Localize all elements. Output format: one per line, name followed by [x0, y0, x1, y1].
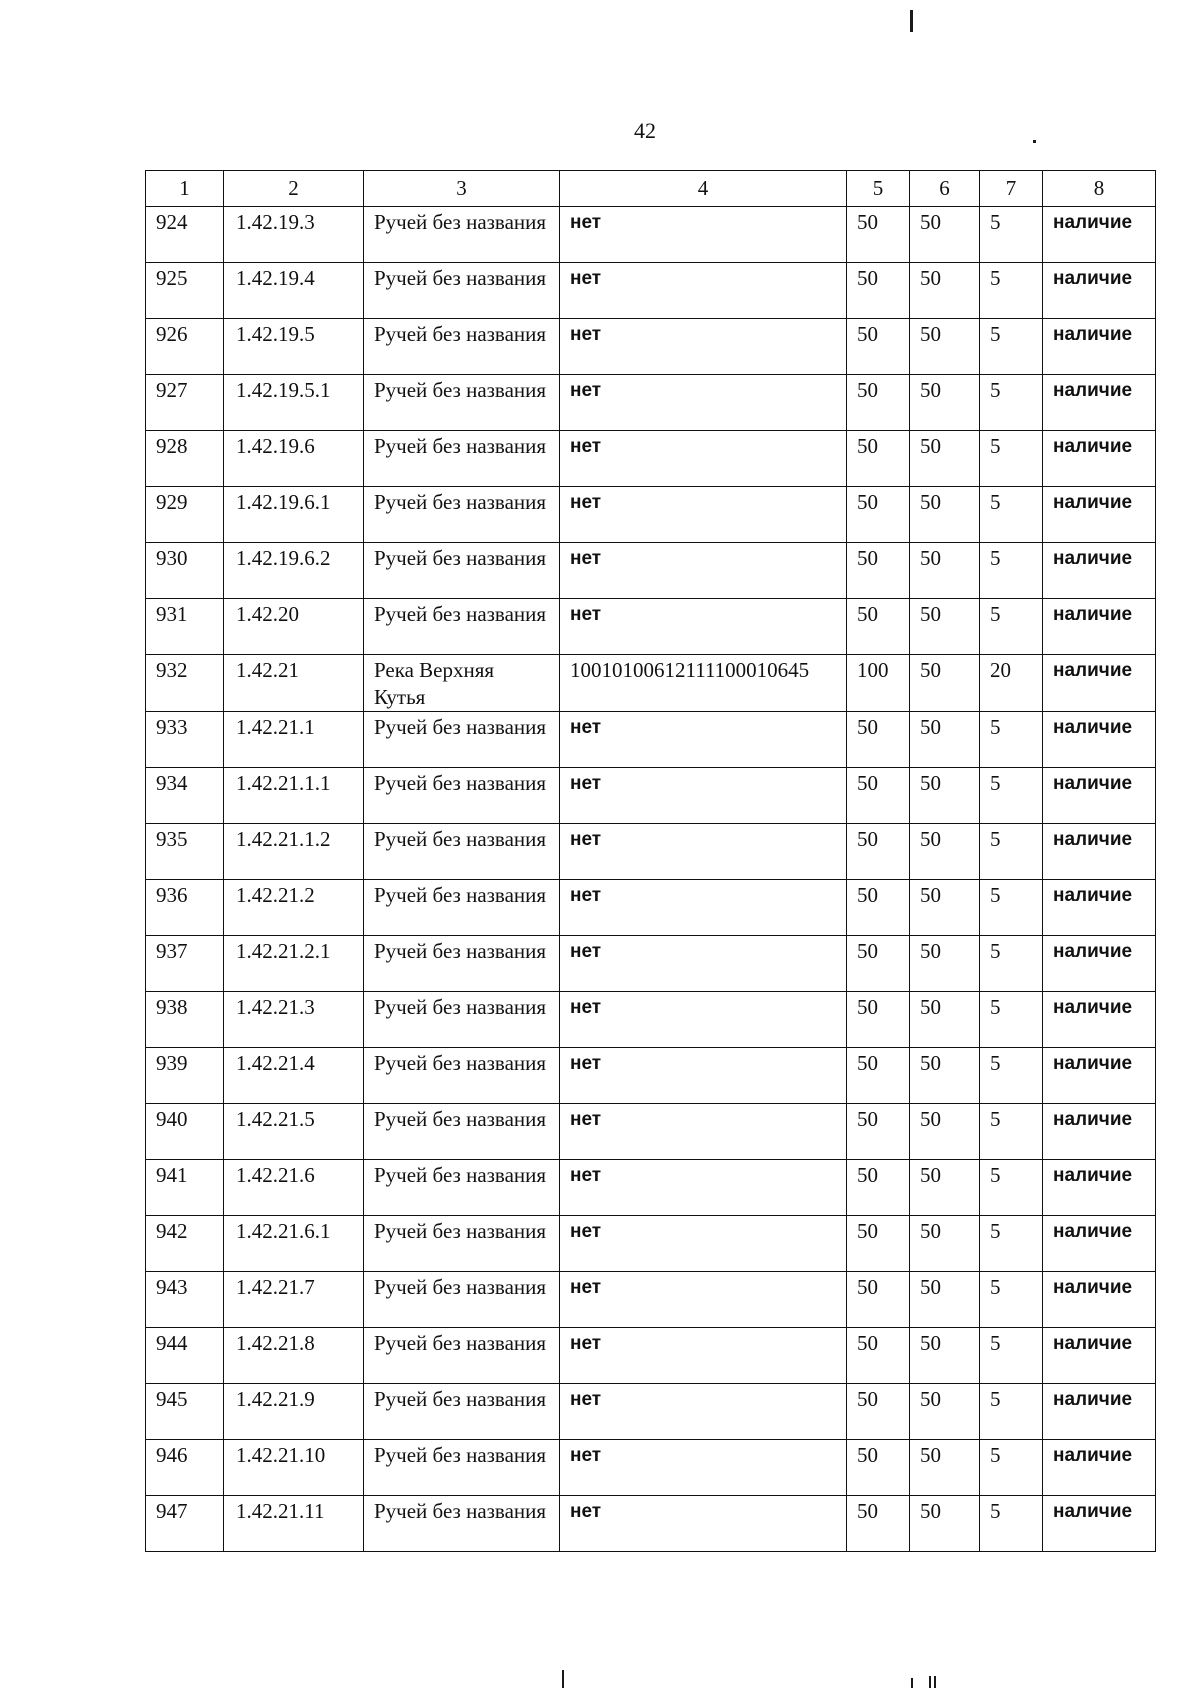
registry-code-cell: нет: [560, 487, 847, 543]
code-cell: 1.42.21.9: [224, 1384, 364, 1440]
table-row: [146, 207, 1156, 263]
row-number-cell: 939: [146, 1048, 224, 1104]
object-name-cell: Река Верхняя Кутья: [364, 655, 560, 712]
object-name-cell: Ручей без названия: [364, 1328, 560, 1384]
row-number-cell: 928: [146, 431, 224, 487]
table-row: [146, 1160, 1156, 1216]
code-cell: 1.42.20: [224, 599, 364, 655]
registry-code-cell: нет: [560, 263, 847, 319]
column-header-5: 5: [847, 171, 910, 207]
value-cell-5: 50: [847, 712, 910, 768]
value-cell-7: 5: [980, 1384, 1043, 1440]
status-cell: наличие: [1043, 1048, 1156, 1104]
table-row: [146, 543, 1156, 599]
value-cell-7: 5: [980, 1440, 1043, 1496]
row-number-cell: 924: [146, 207, 224, 263]
registry-code-cell: нет: [560, 207, 847, 263]
code-cell: 1.42.21.6.1: [224, 1216, 364, 1272]
value-cell-7: 5: [980, 543, 1043, 599]
value-cell-6: 50: [910, 768, 980, 824]
value-cell-6: 50: [910, 992, 980, 1048]
value-cell-7: 5: [980, 1496, 1043, 1552]
object-name-cell: Ручей без названия: [364, 263, 560, 319]
status-cell: наличие: [1043, 487, 1156, 543]
row-number-cell: 929: [146, 487, 224, 543]
value-cell-6: 50: [910, 1328, 980, 1384]
value-cell-6: 50: [910, 712, 980, 768]
value-cell-7: 20: [980, 655, 1043, 712]
value-cell-6: 50: [910, 655, 980, 712]
status-cell: наличие: [1043, 1104, 1156, 1160]
registry-code-cell: 10010100612111100010645: [560, 655, 847, 712]
value-cell-6: 50: [910, 487, 980, 543]
column-header-7: 7: [980, 171, 1043, 207]
column-header-3: 3: [364, 171, 560, 207]
value-cell-5: 50: [847, 543, 910, 599]
object-name-cell: Ручей без названия: [364, 1384, 560, 1440]
row-number-cell: 934: [146, 768, 224, 824]
value-cell-6: 50: [910, 599, 980, 655]
row-number-cell: 926: [146, 319, 224, 375]
registry-table: [145, 170, 1156, 1552]
status-cell: наличие: [1043, 992, 1156, 1048]
status-cell: наличие: [1043, 712, 1156, 768]
value-cell-6: 50: [910, 1384, 980, 1440]
status-cell: наличие: [1043, 768, 1156, 824]
value-cell-5: 50: [847, 1160, 910, 1216]
table-row: [146, 375, 1156, 431]
registry-code-cell: нет: [560, 1440, 847, 1496]
code-cell: 1.42.21.1: [224, 712, 364, 768]
value-cell-5: 50: [847, 936, 910, 992]
code-cell: 1.42.19.5.1: [224, 375, 364, 431]
value-cell-5: 50: [847, 263, 910, 319]
value-cell-7: 5: [980, 768, 1043, 824]
status-cell: наличие: [1043, 599, 1156, 655]
code-cell: 1.42.21: [224, 655, 364, 712]
registry-code-cell: нет: [560, 880, 847, 936]
table-row: [146, 824, 1156, 880]
status-cell: наличие: [1043, 263, 1156, 319]
status-cell: наличие: [1043, 1272, 1156, 1328]
code-cell: 1.42.21.8: [224, 1328, 364, 1384]
column-header-4: 4: [560, 171, 847, 207]
value-cell-7: 5: [980, 936, 1043, 992]
value-cell-6: 50: [910, 1272, 980, 1328]
value-cell-5: 50: [847, 207, 910, 263]
value-cell-5: 50: [847, 599, 910, 655]
page-number: 42: [634, 118, 656, 143]
code-cell: 1.42.21.6: [224, 1160, 364, 1216]
object-name-cell: Ручей без названия: [364, 824, 560, 880]
value-cell-7: 5: [980, 712, 1043, 768]
registry-code-cell: нет: [560, 712, 847, 768]
table-row: [146, 712, 1156, 768]
value-cell-5: 50: [847, 824, 910, 880]
object-name-cell: Ручей без названия: [364, 431, 560, 487]
value-cell-6: 50: [910, 880, 980, 936]
code-cell: 1.42.19.6.1: [224, 487, 364, 543]
value-cell-6: 50: [910, 936, 980, 992]
status-cell: наличие: [1043, 1160, 1156, 1216]
status-cell: наличие: [1043, 1440, 1156, 1496]
object-name-cell: Ручей без названия: [364, 936, 560, 992]
value-cell-5: 50: [847, 431, 910, 487]
table-row: [146, 1440, 1156, 1496]
registry-code-cell: нет: [560, 1384, 847, 1440]
table-row: [146, 263, 1156, 319]
table-body: [146, 207, 1156, 1552]
object-name-cell: Ручей без названия: [364, 1160, 560, 1216]
value-cell-7: 5: [980, 1160, 1043, 1216]
row-number-cell: 933: [146, 712, 224, 768]
table-row: [146, 1104, 1156, 1160]
registry-code-cell: нет: [560, 768, 847, 824]
value-cell-7: 5: [980, 1272, 1043, 1328]
table-row: [146, 655, 1156, 712]
registry-code-cell: нет: [560, 1104, 847, 1160]
status-cell: наличие: [1043, 1328, 1156, 1384]
value-cell-5: 50: [847, 880, 910, 936]
scan-artifact-top: [910, 10, 913, 32]
object-name-cell: Ручей без названия: [364, 599, 560, 655]
object-name-cell: Ручей без названия: [364, 1496, 560, 1552]
code-cell: 1.42.21.2.1: [224, 936, 364, 992]
registry-code-cell: нет: [560, 824, 847, 880]
scan-artifact-bottom-right-3: [934, 1676, 936, 1688]
status-cell: наличие: [1043, 375, 1156, 431]
value-cell-5: 50: [847, 487, 910, 543]
code-cell: 1.42.21.10: [224, 1440, 364, 1496]
row-number-cell: 932: [146, 655, 224, 712]
object-name-cell: Ручей без названия: [364, 880, 560, 936]
row-number-cell: 941: [146, 1160, 224, 1216]
object-name-cell: Ручей без названия: [364, 992, 560, 1048]
code-cell: 1.42.19.4: [224, 263, 364, 319]
value-cell-6: 50: [910, 1104, 980, 1160]
value-cell-5: 50: [847, 375, 910, 431]
row-number-cell: 938: [146, 992, 224, 1048]
value-cell-7: 5: [980, 207, 1043, 263]
value-cell-5: 50: [847, 992, 910, 1048]
table-row: [146, 1216, 1156, 1272]
table-row: [146, 880, 1156, 936]
value-cell-5: 50: [847, 1384, 910, 1440]
table-row: [146, 1384, 1156, 1440]
status-cell: наличие: [1043, 1216, 1156, 1272]
registry-code-cell: нет: [560, 543, 847, 599]
value-cell-6: 50: [910, 375, 980, 431]
value-cell-7: 5: [980, 1216, 1043, 1272]
value-cell-6: 50: [910, 543, 980, 599]
row-number-cell: 931: [146, 599, 224, 655]
value-cell-6: 50: [910, 1440, 980, 1496]
table-row: [146, 768, 1156, 824]
code-cell: 1.42.21.3: [224, 992, 364, 1048]
value-cell-7: 5: [980, 824, 1043, 880]
table-row: [146, 599, 1156, 655]
object-name-cell: Ручей без названия: [364, 1104, 560, 1160]
value-cell-5: 50: [847, 1048, 910, 1104]
value-cell-5: 50: [847, 1104, 910, 1160]
value-cell-5: 50: [847, 1496, 910, 1552]
code-cell: 1.42.19.6: [224, 431, 364, 487]
value-cell-5: 50: [847, 1216, 910, 1272]
registry-table-container: [145, 170, 1155, 1552]
table-row: [146, 1048, 1156, 1104]
object-name-cell: Ручей без названия: [364, 1440, 560, 1496]
value-cell-6: 50: [910, 1496, 980, 1552]
value-cell-7: 5: [980, 992, 1043, 1048]
value-cell-7: 5: [980, 1328, 1043, 1384]
value-cell-7: 5: [980, 263, 1043, 319]
status-cell: наличие: [1043, 207, 1156, 263]
registry-code-cell: нет: [560, 375, 847, 431]
status-cell: наличие: [1043, 319, 1156, 375]
registry-code-cell: нет: [560, 1272, 847, 1328]
column-header-6: 6: [910, 171, 980, 207]
object-name-cell: Ручей без названия: [364, 1048, 560, 1104]
value-cell-7: 5: [980, 880, 1043, 936]
value-cell-5: 50: [847, 319, 910, 375]
code-cell: 1.42.19.5: [224, 319, 364, 375]
value-cell-6: 50: [910, 1160, 980, 1216]
row-number-cell: 942: [146, 1216, 224, 1272]
registry-code-cell: нет: [560, 319, 847, 375]
table-row: [146, 1272, 1156, 1328]
value-cell-7: 5: [980, 1048, 1043, 1104]
value-cell-5: 50: [847, 768, 910, 824]
code-cell: 1.42.19.3: [224, 207, 364, 263]
status-cell: наличие: [1043, 936, 1156, 992]
code-cell: 1.42.21.11: [224, 1496, 364, 1552]
value-cell-6: 50: [910, 319, 980, 375]
registry-code-cell: нет: [560, 431, 847, 487]
value-cell-6: 50: [910, 1048, 980, 1104]
scan-artifact-bottom-left: [562, 1670, 564, 1688]
value-cell-6: 50: [910, 824, 980, 880]
row-number-cell: 947: [146, 1496, 224, 1552]
code-cell: 1.42.21.2: [224, 880, 364, 936]
status-cell: наличие: [1043, 1384, 1156, 1440]
table-row: [146, 1328, 1156, 1384]
code-cell: 1.42.21.7: [224, 1272, 364, 1328]
status-cell: наличие: [1043, 1496, 1156, 1552]
value-cell-7: 5: [980, 1104, 1043, 1160]
status-cell: наличие: [1043, 880, 1156, 936]
row-number-cell: 927: [146, 375, 224, 431]
row-number-cell: 937: [146, 936, 224, 992]
value-cell-6: 50: [910, 207, 980, 263]
row-number-cell: 945: [146, 1384, 224, 1440]
row-number-cell: 943: [146, 1272, 224, 1328]
row-number-cell: 946: [146, 1440, 224, 1496]
registry-code-cell: нет: [560, 1328, 847, 1384]
column-header-8: 8: [1043, 171, 1156, 207]
code-cell: 1.42.21.4: [224, 1048, 364, 1104]
table-row: [146, 1496, 1156, 1552]
object-name-cell: Ручей без названия: [364, 319, 560, 375]
table-row: [146, 487, 1156, 543]
registry-code-cell: нет: [560, 1496, 847, 1552]
value-cell-5: 50: [847, 1328, 910, 1384]
value-cell-7: 5: [980, 487, 1043, 543]
row-number-cell: 940: [146, 1104, 224, 1160]
status-cell: наличие: [1043, 655, 1156, 712]
registry-code-cell: нет: [560, 1160, 847, 1216]
registry-code-cell: нет: [560, 992, 847, 1048]
table-row: [146, 936, 1156, 992]
object-name-cell: Ручей без названия: [364, 712, 560, 768]
row-number-cell: 925: [146, 263, 224, 319]
status-cell: наличие: [1043, 543, 1156, 599]
status-cell: наличие: [1043, 431, 1156, 487]
column-header-2: 2: [224, 171, 364, 207]
table-row: [146, 319, 1156, 375]
code-cell: 1.42.21.5: [224, 1104, 364, 1160]
status-cell: наличие: [1043, 824, 1156, 880]
row-number-cell: 935: [146, 824, 224, 880]
row-number-cell: 930: [146, 543, 224, 599]
code-cell: 1.42.21.1.2: [224, 824, 364, 880]
value-cell-6: 50: [910, 431, 980, 487]
value-cell-7: 5: [980, 375, 1043, 431]
table-header-row: [146, 171, 1156, 207]
row-number-cell: 936: [146, 880, 224, 936]
object-name-cell: Ручей без названия: [364, 207, 560, 263]
registry-code-cell: нет: [560, 1048, 847, 1104]
registry-code-cell: нет: [560, 1216, 847, 1272]
value-cell-6: 50: [910, 1216, 980, 1272]
value-cell-7: 5: [980, 599, 1043, 655]
table-row: [146, 992, 1156, 1048]
scan-artifact-bottom-right-2: [929, 1676, 931, 1688]
value-cell-6: 50: [910, 263, 980, 319]
value-cell-5: 100: [847, 655, 910, 712]
column-header-1: 1: [146, 171, 224, 207]
object-name-cell: Ручей без названия: [364, 375, 560, 431]
row-number-cell: 944: [146, 1328, 224, 1384]
table-row: [146, 431, 1156, 487]
object-name-cell: Ручей без названия: [364, 768, 560, 824]
code-cell: 1.42.21.1.1: [224, 768, 364, 824]
registry-code-cell: нет: [560, 599, 847, 655]
object-name-cell: Ручей без названия: [364, 1216, 560, 1272]
value-cell-5: 50: [847, 1440, 910, 1496]
value-cell-7: 5: [980, 319, 1043, 375]
code-cell: 1.42.19.6.2: [224, 543, 364, 599]
value-cell-5: 50: [847, 1272, 910, 1328]
object-name-cell: Ручей без названия: [364, 487, 560, 543]
registry-code-cell: нет: [560, 936, 847, 992]
object-name-cell: Ручей без названия: [364, 543, 560, 599]
scan-artifact-bottom-right-1: [911, 1678, 913, 1688]
value-cell-7: 5: [980, 431, 1043, 487]
object-name-cell: Ручей без названия: [364, 1272, 560, 1328]
